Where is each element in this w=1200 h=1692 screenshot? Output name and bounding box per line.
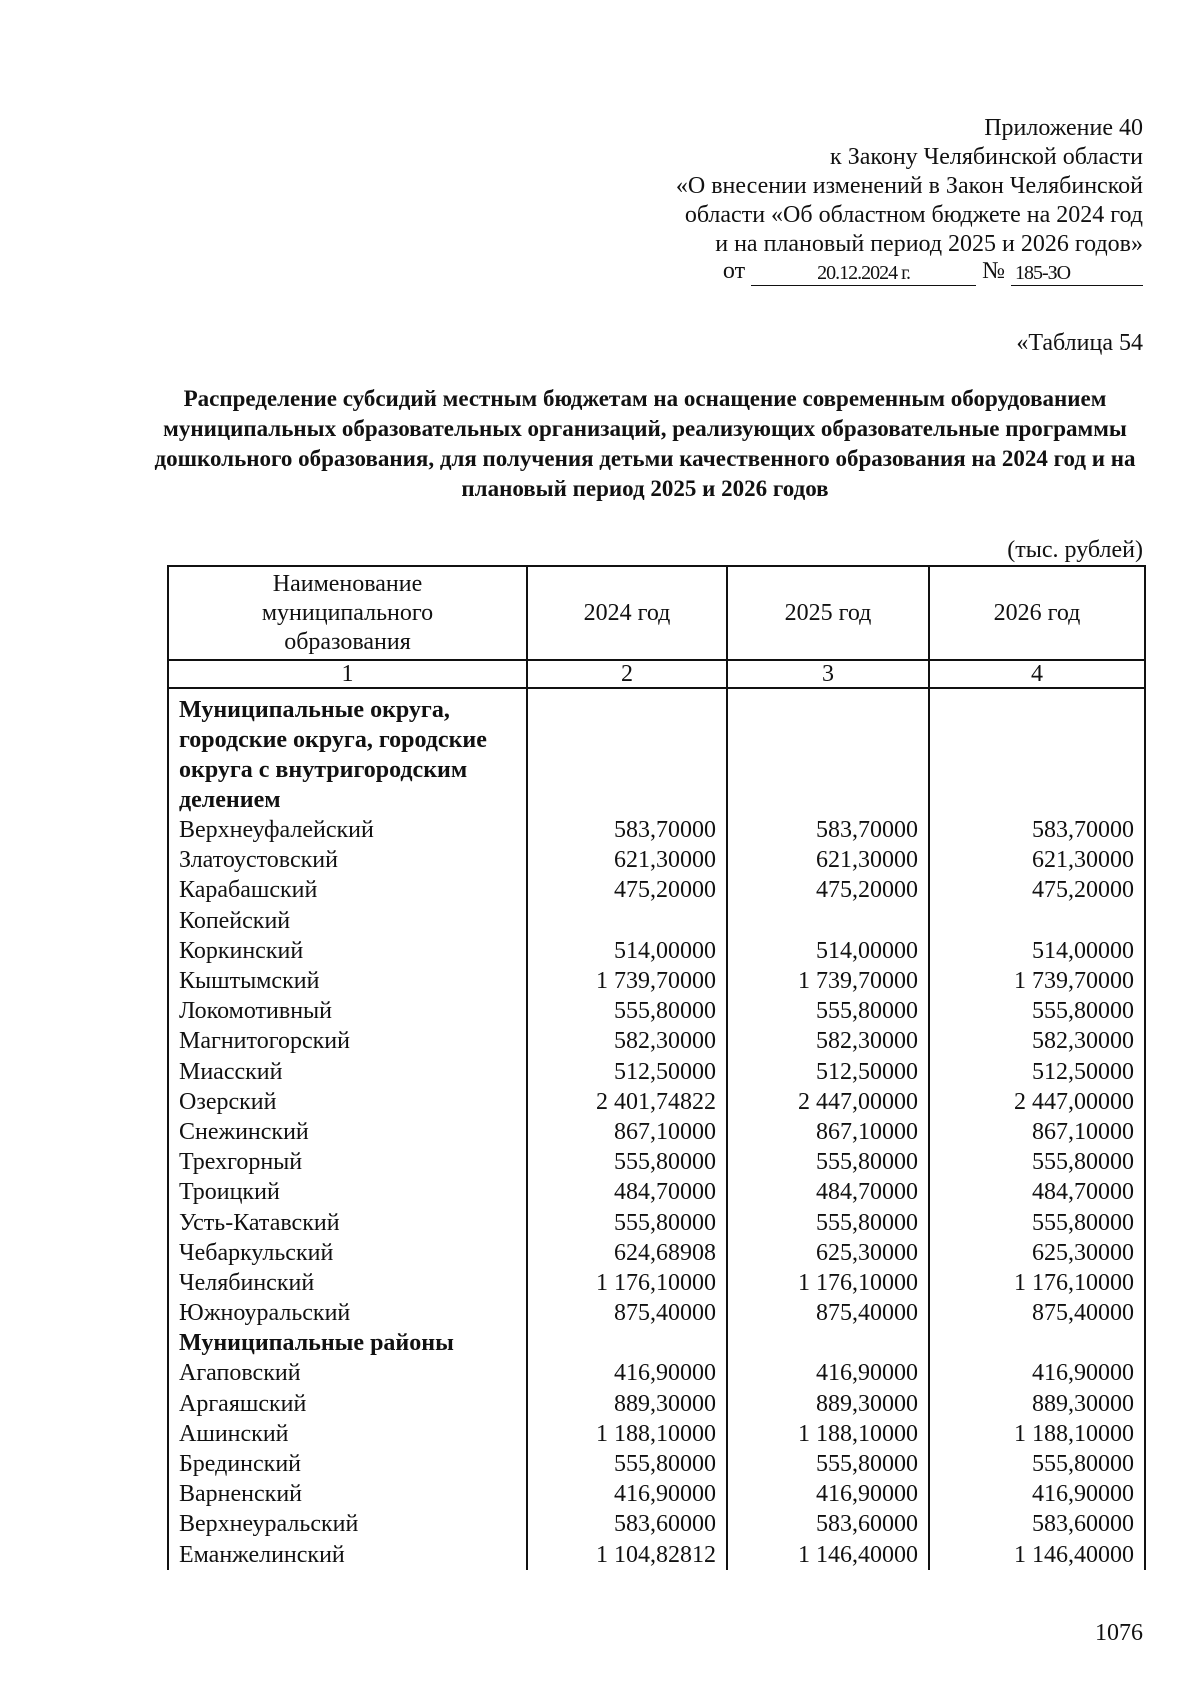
value-2026: 484,70000 [929, 1177, 1145, 1207]
value-2026: 889,30000 [929, 1389, 1145, 1419]
value-2026: 625,30000 [929, 1238, 1145, 1268]
value-2024: 621,30000 [527, 845, 727, 875]
municipality-name: Ашинский [168, 1419, 527, 1449]
value-2024 [527, 906, 727, 936]
municipality-name: Трехгорный [168, 1147, 527, 1177]
value-2026: 475,20000 [929, 875, 1145, 905]
table-row [168, 966, 1145, 996]
municipality-name: Агаповский [168, 1358, 527, 1388]
column-index: 4 [929, 660, 1145, 688]
date-number-line [676, 257, 1143, 286]
value-2024: 583,60000 [527, 1509, 727, 1539]
municipality-name: Коркинский [168, 936, 527, 966]
value-2026: 1 146,40000 [929, 1540, 1145, 1570]
column-index: 1 [168, 660, 527, 688]
municipality-name: Троицкий [168, 1177, 527, 1207]
document-header [676, 114, 1143, 286]
value-2026: 1 188,10000 [929, 1419, 1145, 1449]
value-2026: 875,40000 [929, 1298, 1145, 1328]
column-index: 2 [527, 660, 727, 688]
law-title-line-1: «О внесении изменений в Закон Челябинской [675, 173, 1143, 199]
table-row [168, 875, 1145, 905]
municipality-name: Верхнеуфалейский [168, 815, 527, 845]
value-2026: 555,80000 [929, 1147, 1145, 1177]
table-row [168, 1268, 1145, 1298]
municipality-name: Златоустовский [168, 845, 527, 875]
table-row [168, 1479, 1145, 1509]
group-label: Муниципальные округа, городские округа, городские округа с внутригородским делением [168, 695, 527, 815]
municipality-name: Карабашский [168, 875, 527, 905]
value-2024: 2 401,74822 [527, 1087, 727, 1117]
table-row [168, 996, 1145, 1026]
value-2025: 512,50000 [727, 1057, 929, 1087]
table-row [168, 1358, 1145, 1388]
group-row-urban [168, 695, 1145, 815]
value-2024: 889,30000 [527, 1389, 727, 1419]
value-2025: 875,40000 [727, 1298, 929, 1328]
municipality-name: Локомотивный [168, 996, 527, 1026]
value-2025: 1 739,70000 [727, 966, 929, 996]
municipality-name: Еманжелинский [168, 1540, 527, 1570]
municipality-name: Озерский [168, 1087, 527, 1117]
municipality-name: Челябинский [168, 1268, 527, 1298]
group-label: Муниципальные районы [168, 1328, 527, 1358]
page-number: 1076 [1095, 1620, 1143, 1646]
table-row [168, 936, 1145, 966]
value-2026: 867,10000 [929, 1117, 1145, 1147]
value-2025: 555,80000 [727, 1207, 929, 1237]
table-row [168, 1207, 1145, 1237]
subsidy-table [167, 565, 1146, 1570]
value-2025: 555,80000 [727, 996, 929, 1026]
table-number: «Таблица 54 [1016, 330, 1143, 356]
municipality-name: Усть-Катавский [168, 1207, 527, 1237]
value-2026: 621,30000 [929, 845, 1145, 875]
appendix-line: Приложение 40 [984, 115, 1143, 141]
value-2026: 555,80000 [929, 1207, 1145, 1237]
value-2026: 1 739,70000 [929, 966, 1145, 996]
column-index-row [168, 660, 1145, 688]
value-2026: 555,80000 [929, 1449, 1145, 1479]
value-2025: 2 447,00000 [727, 1087, 929, 1117]
value-2025: 555,80000 [727, 1449, 929, 1479]
table-row [168, 1147, 1145, 1177]
number-label: № [982, 258, 1005, 284]
value-2024: 582,30000 [527, 1026, 727, 1056]
value-2024: 555,80000 [527, 1147, 727, 1177]
table-row [168, 1238, 1145, 1268]
value-2024: 555,80000 [527, 1207, 727, 1237]
table-row [168, 815, 1145, 845]
table-row [168, 1419, 1145, 1449]
value-2025 [727, 906, 929, 936]
group-row-municipal [168, 1328, 1145, 1358]
value-2025: 625,30000 [727, 1238, 929, 1268]
value-2026 [929, 906, 1145, 936]
value-2025: 1 188,10000 [727, 1419, 929, 1449]
column-header-2025: 2025 год [727, 566, 929, 660]
value-2024: 624,68908 [527, 1238, 727, 1268]
law-reference-line: к Закону Челябинской области [830, 144, 1143, 170]
value-2024: 583,70000 [527, 815, 727, 845]
value-2024: 1 176,10000 [527, 1268, 727, 1298]
value-2025: 416,90000 [727, 1479, 929, 1509]
law-number: 185-ЗО [1011, 261, 1143, 286]
value-2024: 555,80000 [527, 996, 727, 1026]
value-2025: 583,60000 [727, 1509, 929, 1539]
column-header-2024: 2024 год [527, 566, 727, 660]
table-row [168, 1509, 1145, 1539]
table-row [168, 1087, 1145, 1117]
table-row [168, 1540, 1145, 1570]
municipality-name: Магнитогорский [168, 1026, 527, 1056]
municipality-name: Чебаркульский [168, 1238, 527, 1268]
value-2024: 555,80000 [527, 1449, 727, 1479]
value-2026: 583,70000 [929, 815, 1145, 845]
table-row [168, 1298, 1145, 1328]
municipality-name: Копейский [168, 906, 527, 936]
value-2026: 583,60000 [929, 1509, 1145, 1539]
law-title-line-3: и на плановый период 2025 и 2026 годов» [715, 231, 1143, 257]
value-2024: 875,40000 [527, 1298, 727, 1328]
value-2025: 889,30000 [727, 1389, 929, 1419]
municipality-name: Верхнеуральский [168, 1509, 527, 1539]
value-2026: 514,00000 [929, 936, 1145, 966]
value-2024: 416,90000 [527, 1479, 727, 1509]
municipality-name: Брединский [168, 1449, 527, 1479]
municipality-name: Варненский [168, 1479, 527, 1509]
table-header-row [168, 566, 1145, 660]
value-2024: 1 188,10000 [527, 1419, 727, 1449]
value-2024: 475,20000 [527, 875, 727, 905]
municipality-name: Южноуральский [168, 1298, 527, 1328]
value-2025: 867,10000 [727, 1117, 929, 1147]
law-title-line-2: области «Об областном бюджете на 2024 год [684, 202, 1143, 228]
value-2026: 2 447,00000 [929, 1087, 1145, 1117]
municipality-name: Миасский [168, 1057, 527, 1087]
value-2026: 555,80000 [929, 996, 1145, 1026]
from-label: от [722, 258, 746, 284]
value-2024: 514,00000 [527, 936, 727, 966]
units-label: (тыс. рублей) [1007, 537, 1143, 563]
value-2024: 512,50000 [527, 1057, 727, 1087]
value-2024: 416,90000 [527, 1358, 727, 1388]
value-2025: 583,70000 [727, 815, 929, 845]
value-2025: 514,00000 [727, 936, 929, 966]
value-2025: 475,20000 [727, 875, 929, 905]
value-2026: 1 176,10000 [929, 1268, 1145, 1298]
value-2024: 1 104,82812 [527, 1540, 727, 1570]
column-header-name: Наименование муниципального образования [168, 566, 527, 660]
table-row [168, 1117, 1145, 1147]
value-2024: 484,70000 [527, 1177, 727, 1207]
value-2025: 484,70000 [727, 1177, 929, 1207]
municipality-name: Аргаяшский [168, 1389, 527, 1419]
law-date: 20.12.2024 г. [751, 261, 976, 286]
table-row [168, 1449, 1145, 1479]
column-header-2026: 2026 год [929, 566, 1145, 660]
document-title: Распределение субсидий местным бюджетам на оснащение современным оборудованием муниципальных образовательных организаций, реализующих образовательные программы дошкольного образования, для получения детьми качественного образования на 2024 год и на плановый период 2025 и 2026 годов [154, 386, 1136, 501]
value-2025: 555,80000 [727, 1147, 929, 1177]
table-body [168, 688, 1145, 1570]
table-row [168, 1026, 1145, 1056]
table-row [168, 1057, 1145, 1087]
value-2025: 416,90000 [727, 1358, 929, 1388]
municipality-name: Кыштымский [168, 966, 527, 996]
column-index: 3 [727, 660, 929, 688]
value-2026: 416,90000 [929, 1479, 1145, 1509]
value-2024: 1 739,70000 [527, 966, 727, 996]
value-2025: 621,30000 [727, 845, 929, 875]
value-2026: 416,90000 [929, 1358, 1145, 1388]
table-row [168, 845, 1145, 875]
value-2025: 1 176,10000 [727, 1268, 929, 1298]
value-2026: 582,30000 [929, 1026, 1145, 1056]
table-row [168, 906, 1145, 936]
table-row [168, 1177, 1145, 1207]
value-2026: 512,50000 [929, 1057, 1145, 1087]
table-row [168, 1389, 1145, 1419]
value-2025: 582,30000 [727, 1026, 929, 1056]
value-2024: 867,10000 [527, 1117, 727, 1147]
municipality-name: Снежинский [168, 1117, 527, 1147]
value-2025: 1 146,40000 [727, 1540, 929, 1570]
